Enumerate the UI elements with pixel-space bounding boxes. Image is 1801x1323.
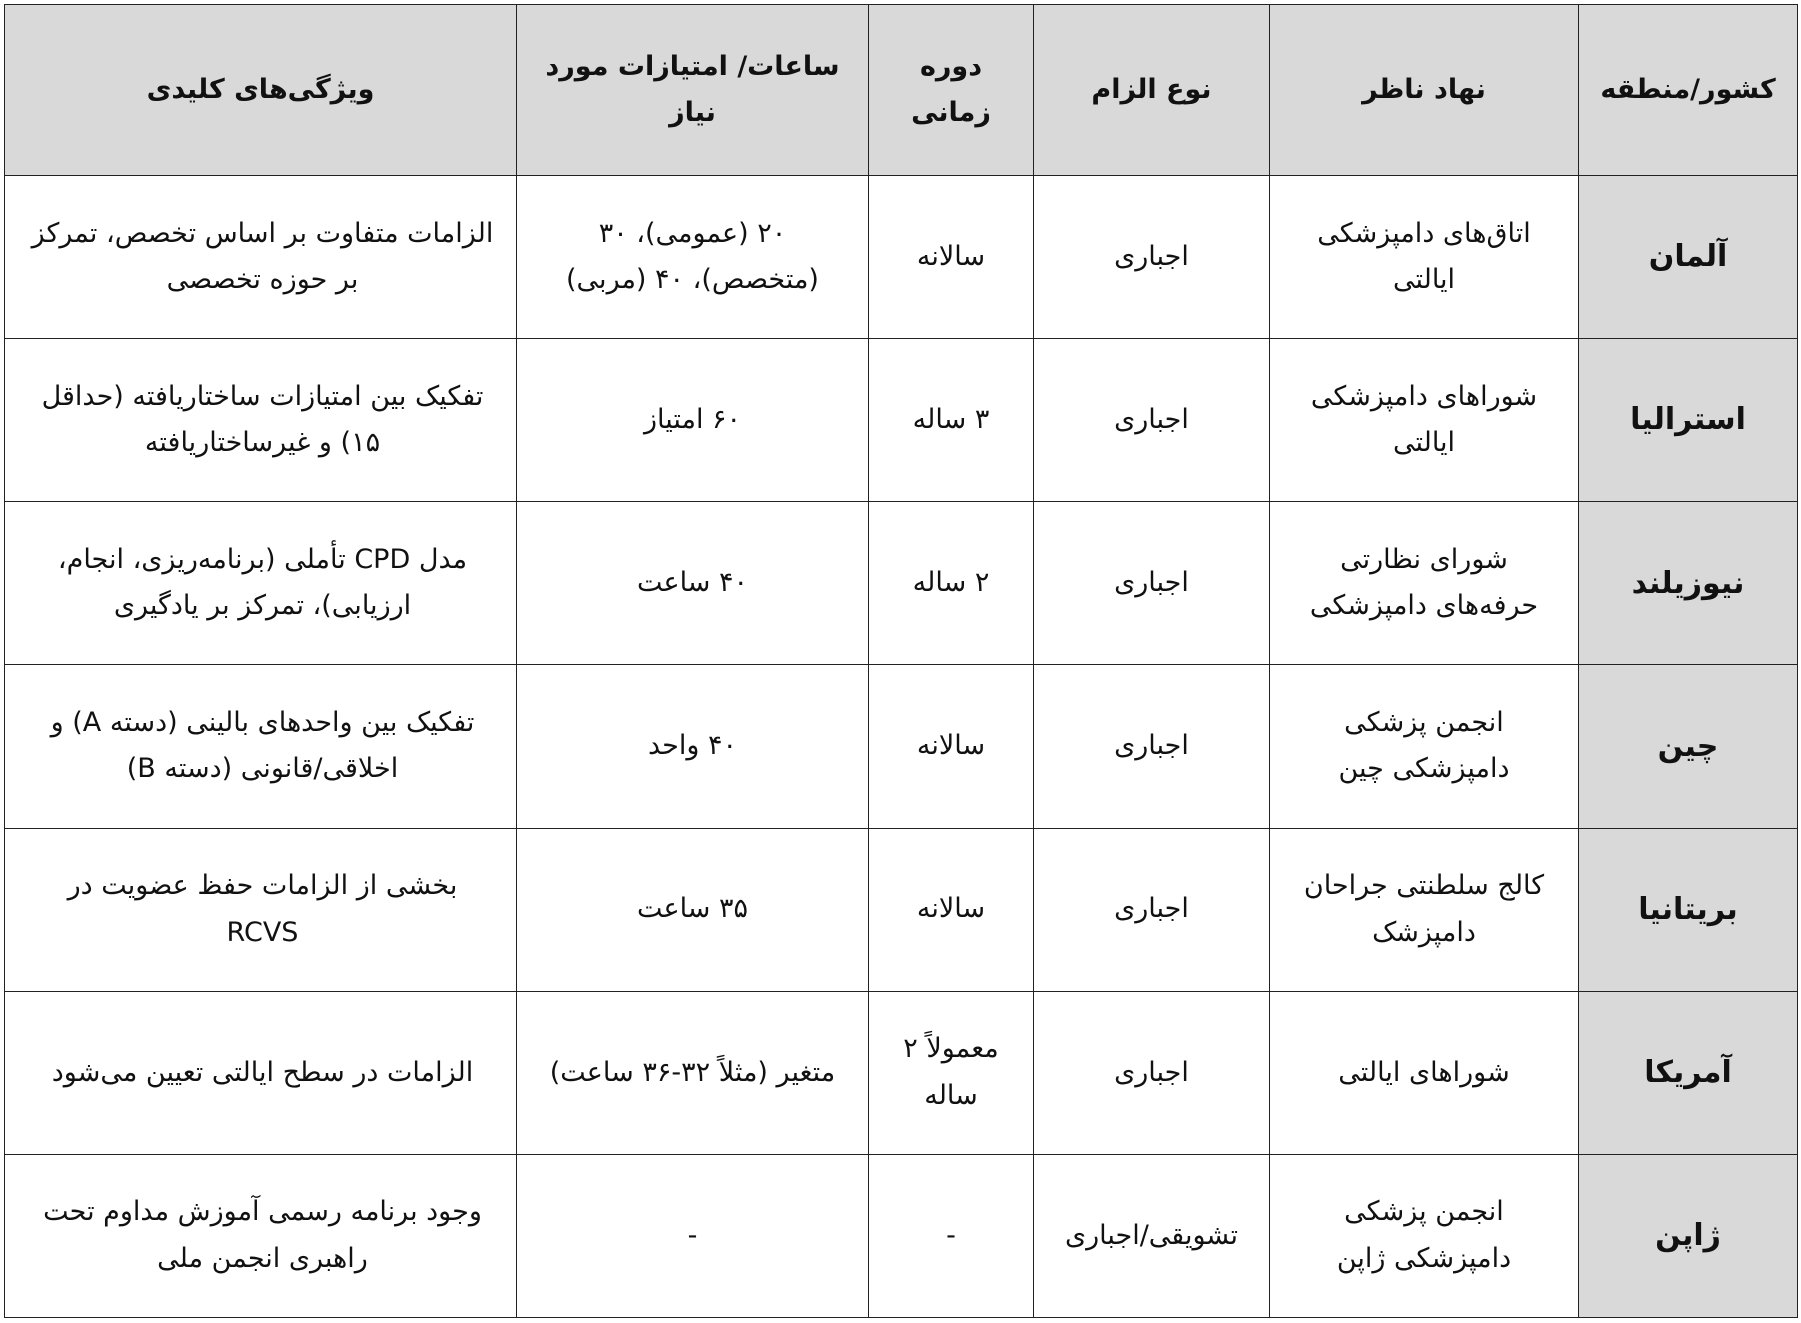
table-row — [5, 1154, 1798, 1317]
table-row — [5, 502, 1798, 665]
cell-required-hours: ۴۰ ساعت — [517, 502, 869, 665]
cell-country: نیوزیلند — [1579, 502, 1798, 665]
cell-key-features: الزامات در سطح ایالتی تعیین می‌شود — [5, 991, 517, 1154]
cell-obligation-type: اجباری — [1034, 828, 1270, 991]
cell-required-hours: ۳۵ ساعت — [517, 828, 869, 991]
table-row — [5, 339, 1798, 502]
cell-time-period: - — [869, 1154, 1034, 1317]
cell-required-hours: ۶۰ امتیاز — [517, 339, 869, 502]
cell-time-period: ۳ ساله — [869, 339, 1034, 502]
cell-key-features: مدل CPD تأملی (برنامه‌ریزی، انجام، ارزیابی)، تمرکز بر یادگیری — [5, 502, 517, 665]
header-required-hours: ساعات/ امتیازات مورد نیاز — [517, 5, 869, 176]
header-country: کشور/منطقه — [1579, 5, 1798, 176]
cell-required-hours: ۲۰ (عمومی)، ۳۰ (متخصص)، ۴۰ (مربی) — [517, 176, 869, 339]
cell-obligation-type: اجباری — [1034, 665, 1270, 828]
cell-key-features: تفکیک بین امتیازات ساختاریافته (حداقل ۱۵) و غیرساختاریافته — [5, 339, 517, 502]
cell-regulatory-body: انجمن پزشکی دامپزشکی چین — [1270, 665, 1579, 828]
cell-required-hours: - — [517, 1154, 869, 1317]
header-obligation-type: نوع الزام — [1034, 5, 1270, 176]
cell-regulatory-body: اتاق‌های دامپزشکی ایالتی — [1270, 176, 1579, 339]
cell-regulatory-body: شوراهای دامپزشکی ایالتی — [1270, 339, 1579, 502]
cell-key-features: الزامات متفاوت بر اساس تخصص، تمرکز بر حوزه تخصصی — [5, 176, 517, 339]
cell-time-period: معمولاً ۲ ساله — [869, 991, 1034, 1154]
header-key-features: ویژگی‌های کلیدی — [5, 5, 517, 176]
cell-obligation-type: تشویقی/اجباری — [1034, 1154, 1270, 1317]
cell-country: بریتانیا — [1579, 828, 1798, 991]
cell-key-features: بخشی از الزامات حفظ عضویت در RCVS — [5, 828, 517, 991]
cell-country: آمریکا — [1579, 991, 1798, 1154]
cell-country: استرالیا — [1579, 339, 1798, 502]
table-row — [5, 665, 1798, 828]
table-body — [5, 176, 1798, 1318]
cell-obligation-type: اجباری — [1034, 991, 1270, 1154]
table-header — [5, 5, 1798, 176]
cell-time-period: ۲ ساله — [869, 502, 1034, 665]
cell-time-period: سالانه — [869, 828, 1034, 991]
header-regulatory-body: نهاد ناظر — [1270, 5, 1579, 176]
cell-time-period: سالانه — [869, 665, 1034, 828]
cell-time-period: سالانه — [869, 176, 1034, 339]
header-row — [5, 5, 1798, 176]
cell-country: ژاپن — [1579, 1154, 1798, 1317]
cell-country: آلمان — [1579, 176, 1798, 339]
cell-obligation-type: اجباری — [1034, 339, 1270, 502]
header-time-period: دوره زمانی — [869, 5, 1034, 176]
cell-country: چین — [1579, 665, 1798, 828]
table-row — [5, 991, 1798, 1154]
cell-regulatory-body: کالج سلطنتی جراحان دامپزشک — [1270, 828, 1579, 991]
cell-regulatory-body: انجمن پزشکی دامپزشکی ژاپن — [1270, 1154, 1579, 1317]
cell-key-features: تفکیک بین واحدهای بالینی (دسته A) و اخلاقی/قانونی (دسته B) — [5, 665, 517, 828]
cpd-comparison-table — [4, 4, 1798, 1318]
cell-regulatory-body: شورای نظارتی حرفه‌های دامپزشکی — [1270, 502, 1579, 665]
table-row — [5, 828, 1798, 991]
cell-required-hours: ۴۰ واحد — [517, 665, 869, 828]
cell-regulatory-body: شوراهای ایالتی — [1270, 991, 1579, 1154]
table-row — [5, 176, 1798, 339]
cell-obligation-type: اجباری — [1034, 502, 1270, 665]
cell-obligation-type: اجباری — [1034, 176, 1270, 339]
cell-required-hours: متغیر (مثلاً ۳۲-۳۶ ساعت) — [517, 991, 869, 1154]
cell-key-features: وجود برنامه رسمی آموزش مداوم تحت راهبری انجمن ملی — [5, 1154, 517, 1317]
